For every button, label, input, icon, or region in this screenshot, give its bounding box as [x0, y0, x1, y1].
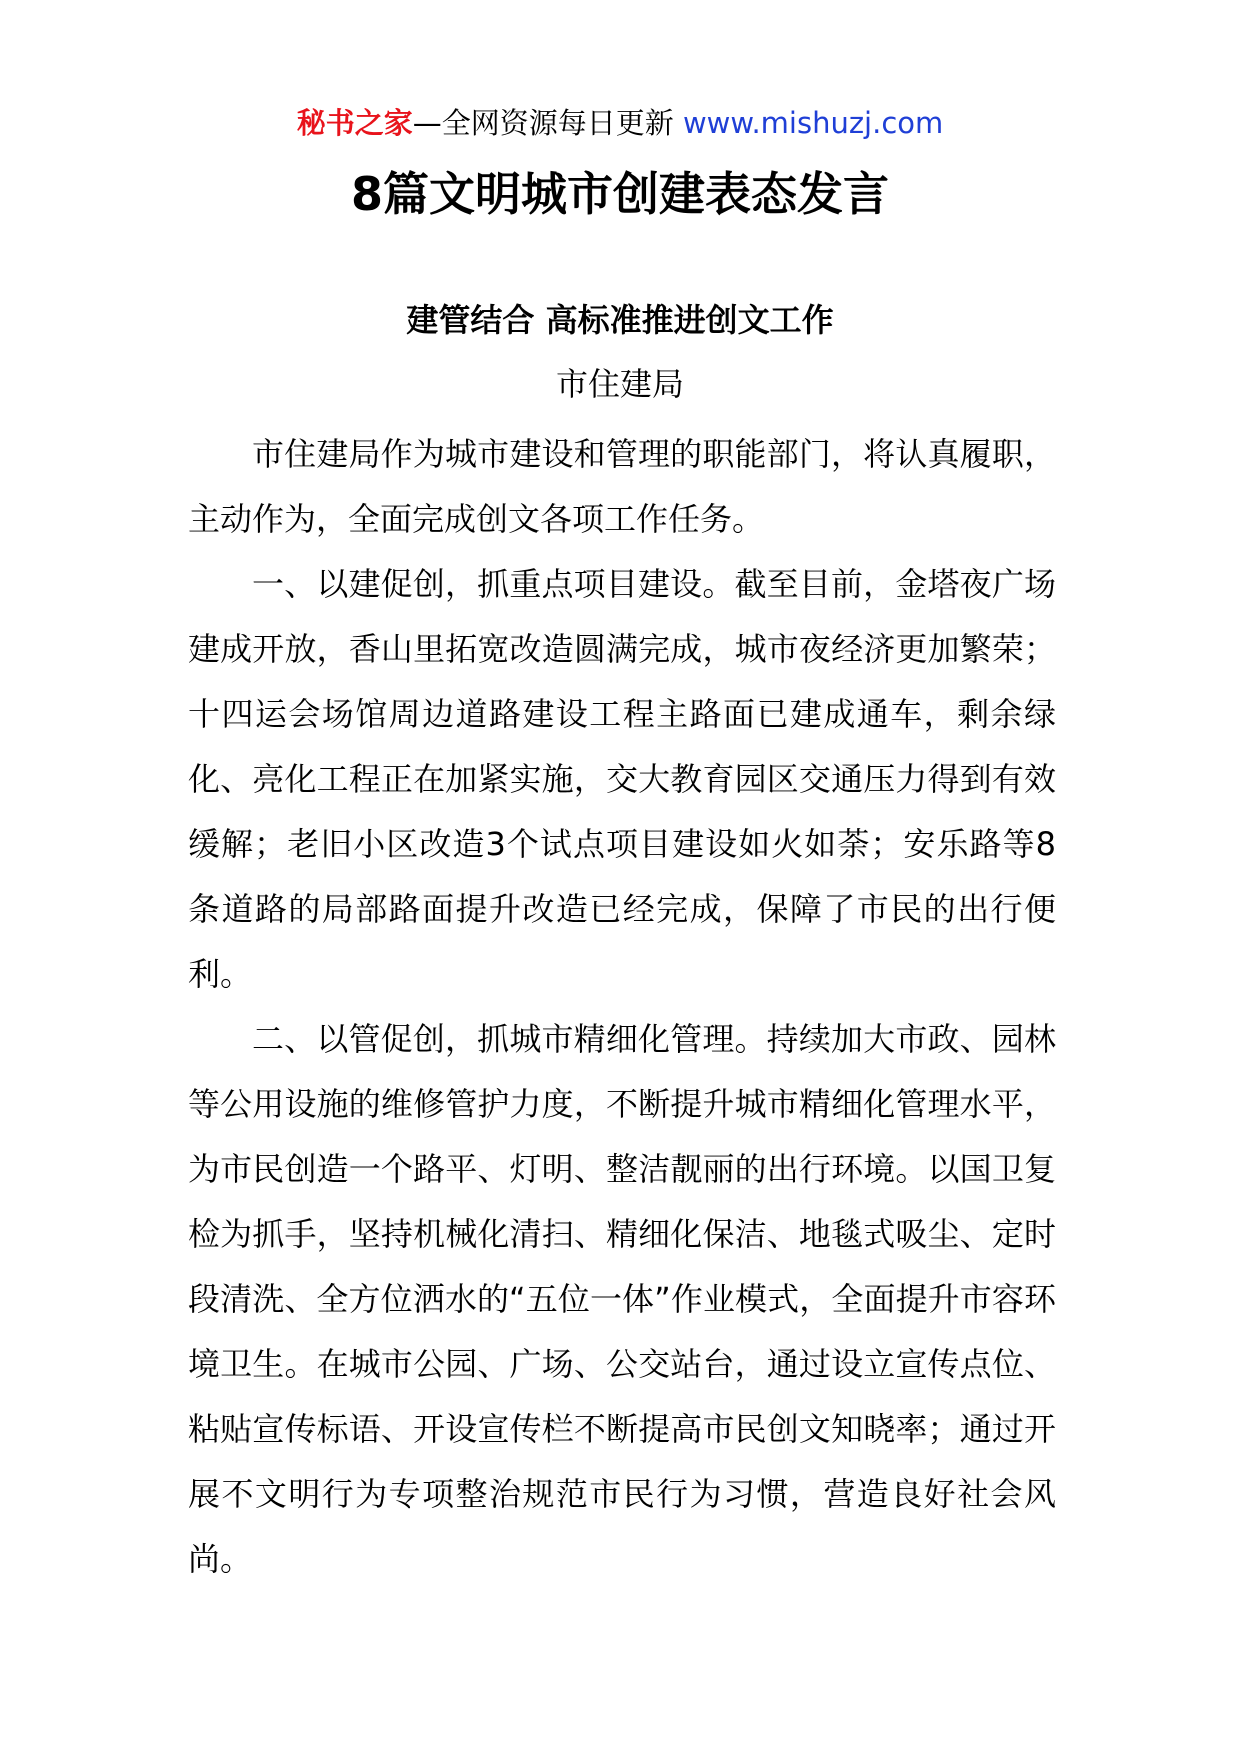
document-body	[188, 422, 1056, 1592]
site-name: 秘书之家	[296, 106, 413, 140]
section-author: 市住建局	[555, 365, 684, 403]
site-url-link[interactable]: www.mishuzj.com	[682, 106, 944, 140]
site-tagline: —全网资源每日更新	[412, 106, 683, 140]
paragraph-intro: 市住建局作为城市建设和管理的职能部门，将认真履职，主动作为，全面完成创文各项工作任务。	[188, 435, 1056, 538]
paragraph-construction: 一、以建促创，抓重点项目建设。截至目前，金塔夜广场建成开放，香山里拓宽改造圆满完成，城市夜经济更加繁荣；十四运会场馆周边道路建设工程主路面已建成通车，剩余绿化、亮化工程正在加紧实施，交大教育园区交通压力得到有效缓解；老旧小区改造3个试点项目建设如火如荼；安乐路等8条道路的局部路面提升改造已经完成，保障了市民的出行便利。	[188, 565, 1056, 993]
site-header	[0, 100, 1240, 146]
document-title: 8篇文明城市创建表态发言	[350, 167, 889, 221]
section-title: 建管结合 高标准推进创文工作	[406, 301, 834, 339]
paragraph-management: 二、以管促创，抓城市精细化管理。持续加大市政、园林等公用设施的维修管护力度，不断提升城市精细化管理水平，为市民创造一个路平、灯明、整洁靓丽的出行环境。以国卫复检为抓手，坚持机械化清扫、精细化保洁、地毯式吸尘、定时段清洗、全方位洒水的“五位一体”作业模式，全面提升市容环境卫生。在城市公园、广场、公交站台，通过设立宣传点位、粘贴宣传标语、开设宣传栏不断提高市民创文知晓率；通过开展不文明行为专项整治规范市民行为习惯，营造良好社会风尚。	[188, 1020, 1056, 1578]
